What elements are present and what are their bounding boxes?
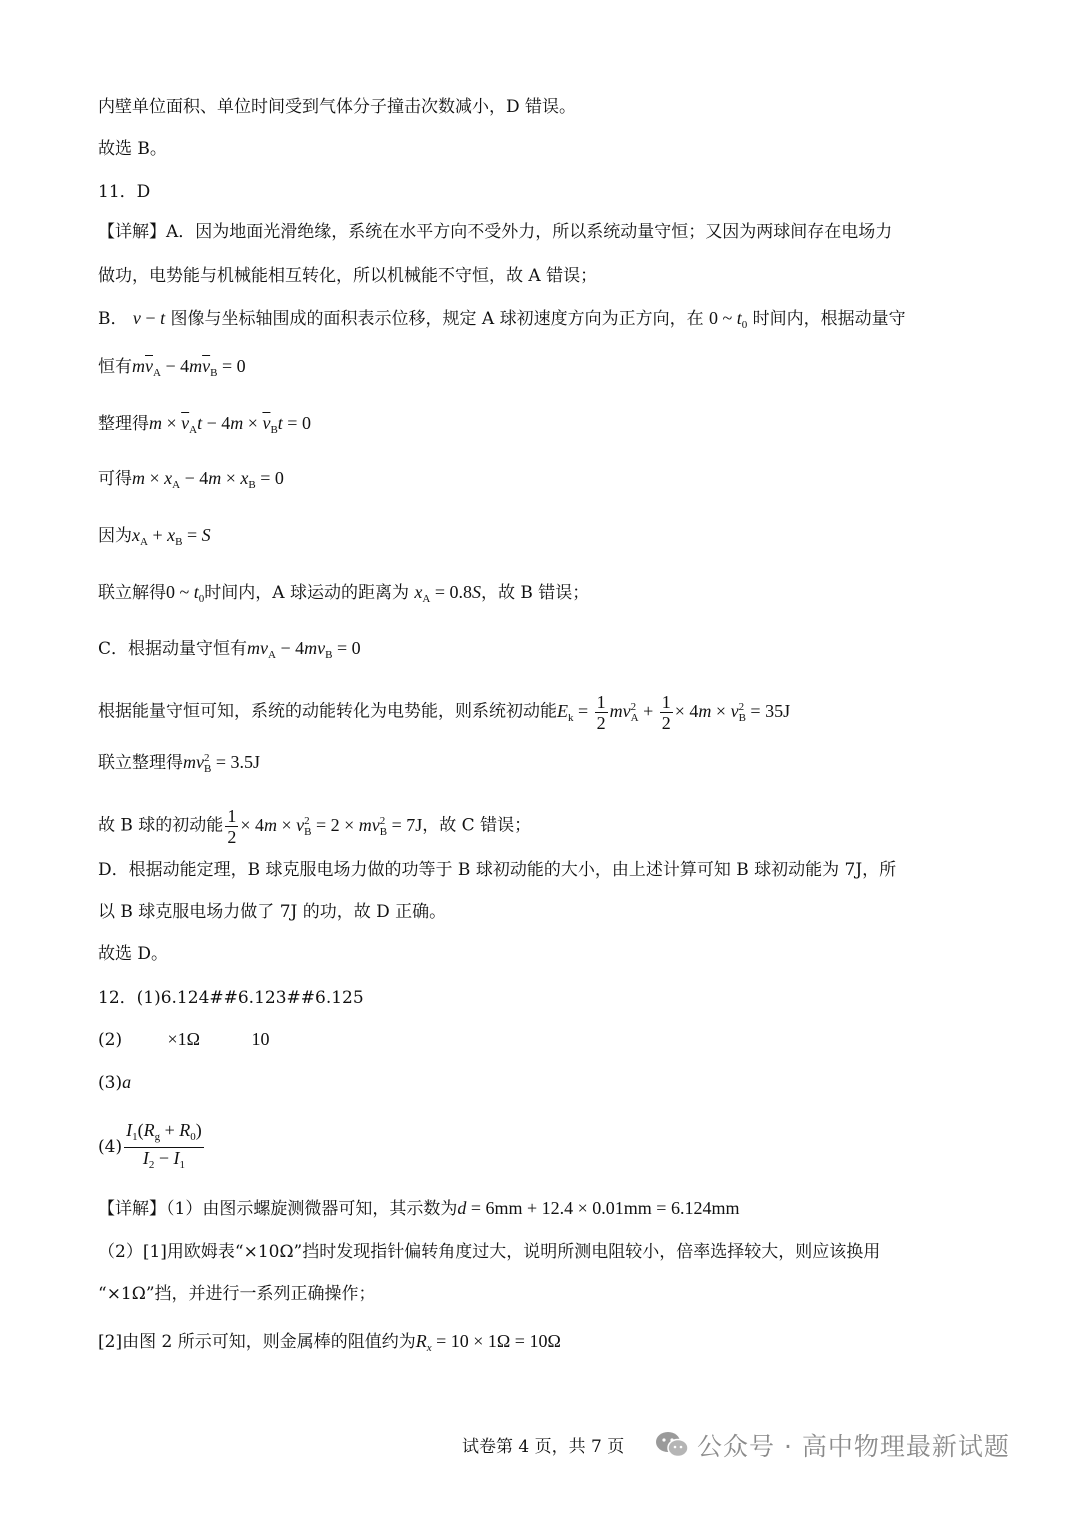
momentum-time-equation: $m \times \overline{v}_At - 4m \times \overline{v}_Bt = 0$ bbox=[149, 413, 311, 436]
option-d-line-2: 以 B 球克服电场力做了 7J 的功，故 D 正确。 bbox=[98, 902, 447, 922]
sum-equation: $x_A + x_B = S$ bbox=[132, 525, 211, 548]
vt-graph-math: v − t bbox=[132, 308, 166, 328]
option-b-prefix-3: 整理得 bbox=[98, 414, 149, 434]
option-d-line-1: D．根据动能定理，B 球克服电场力做的功等于 B 球初动能的大小，由上述计算可知 B 球初动能为 7J，所 bbox=[98, 860, 897, 880]
solution-line-3 bbox=[98, 1329, 561, 1360]
option-c-prefix-4: 故 B 球的初动能 bbox=[98, 815, 224, 836]
part-2-value-2: 10 bbox=[251, 1029, 270, 1049]
option-b-line-6 bbox=[98, 580, 589, 611]
option-c-line-1 bbox=[98, 636, 361, 667]
option-c-line-2 bbox=[98, 692, 790, 733]
detail-tag: 【详解】 bbox=[98, 222, 166, 242]
b-kinetic-energy-equation: $\frac{1}{2}$ × 4m × v2 B = 2 × mv2 B = 7J bbox=[227, 806, 423, 847]
resistance-formula: $\frac{I_1(R_g + R_0)}{I_2 - I_1}$ bbox=[126, 1120, 202, 1171]
option-b-text-6a: 联立解得 bbox=[98, 583, 166, 603]
part-2-value-1: ×1Ω bbox=[167, 1029, 201, 1049]
kinetic-energy-equation: $E_k$ = $\frac{1}{2}$ mv2 A + $\frac{1}{2}$ × 4m × v2 B = 35J bbox=[557, 692, 791, 733]
option-a-continuation: 做功，电势能与机械能相互转化，所以机械能不守恒，故 A 错误； bbox=[98, 266, 598, 286]
watermark-text: 公众号 · 高中物理最新试题 bbox=[697, 1432, 1010, 1461]
question-11-answer: 11．D bbox=[98, 182, 151, 202]
option-b-line-2 bbox=[98, 354, 246, 385]
option-b-text-6c: ，故 B 错误； bbox=[480, 583, 590, 603]
solution-line-1 bbox=[98, 1196, 739, 1221]
distance-result: $x_A = 0.8S$ bbox=[414, 582, 481, 605]
option-b-text-2: 时间内，根据动量守 bbox=[752, 309, 906, 329]
mvb-squared-result: mv2 B = 3.5J bbox=[183, 751, 260, 775]
option-b-prefix-2: 恒有 bbox=[98, 357, 132, 377]
option-b-line-4 bbox=[98, 466, 284, 497]
option-c-line-4 bbox=[98, 806, 531, 847]
option-a-text: A．因为地面光滑绝缘，系统在水平方向不受外力，所以系统动量守恒；又因为两球间存在电场力 bbox=[166, 222, 893, 242]
solution-line-2a: （2）[1]用欧姆表“×10Ω”挡时发现指针偏转角度过大，说明所测电阻较小，倍率选择较大，则应该换用 bbox=[98, 1242, 881, 1262]
question-12-part-2 bbox=[98, 1027, 269, 1052]
time-range-math-2: 0 ~ $t_0$ bbox=[166, 582, 205, 605]
option-b-prefix-4: 可得 bbox=[98, 469, 132, 489]
option-c-line-3 bbox=[98, 750, 260, 775]
option-c-prefix-2: 根据能量守恒可知，系统的动能转化为电势能，则系统初动能 bbox=[98, 701, 557, 722]
page-footer: 试卷第 4 页，共 7 页 bbox=[462, 1437, 625, 1457]
option-b-line-5 bbox=[98, 523, 211, 554]
option-b-prefix-5: 因为 bbox=[98, 526, 132, 546]
momentum-equation: $mv_A - 4mv_B = 0$ bbox=[247, 638, 361, 661]
time-range-math: 0 ~ $t_0$ bbox=[708, 308, 748, 331]
text-line-2: 故选 B。 bbox=[98, 139, 167, 159]
choose-d: 故选 D。 bbox=[98, 944, 169, 964]
text-line-1: 内壁单位面积、单位时间受到气体分子撞击次数减小，D 错误。 bbox=[98, 97, 577, 117]
option-b-text-6b: 时间内，A 球运动的距离为 bbox=[204, 583, 409, 603]
option-c-prefix-1: C．根据动量守恒有 bbox=[98, 639, 248, 659]
part-3-label: (3) bbox=[98, 1073, 123, 1093]
option-c-suffix-4: ，故 C 错误； bbox=[422, 815, 532, 836]
solution-1-text: （1）由图示螺旋测微器可知，其示数为 bbox=[166, 1199, 458, 1219]
question-12-part-3 bbox=[98, 1070, 131, 1095]
displacement-equation: $m \times x_A - 4m \times x_B = 0$ bbox=[132, 468, 284, 491]
detail-tag-2: 【详解】 bbox=[98, 1199, 166, 1219]
option-c-prefix-3: 联立整理得 bbox=[98, 753, 183, 773]
question-12-part-4 bbox=[98, 1120, 206, 1175]
solution-line-2b: “×1Ω”挡，并进行一系列正确操作； bbox=[98, 1284, 376, 1304]
part-2-label: (2) bbox=[98, 1030, 123, 1050]
resistance-result: $R_x = 10 \times 1\Omega = 10\Omega$ bbox=[415, 1331, 561, 1354]
q11-option-a-line bbox=[98, 220, 892, 244]
momentum-avg-equation: $m\overline{v}_A - 4m\overline{v}_B = 0$ bbox=[132, 356, 246, 379]
part-4-label: (4) bbox=[98, 1137, 123, 1157]
wechat-icon bbox=[655, 1430, 689, 1460]
option-b-label: B． bbox=[98, 309, 128, 329]
option-b-line-1 bbox=[98, 306, 906, 337]
part-3-value: a bbox=[122, 1072, 132, 1092]
question-12-part-1: 12．(1)6.124##6.123##6.125 bbox=[98, 988, 364, 1008]
solution-3-text: [2]由图 2 所示可知，则金属棒的阻值约为 bbox=[98, 1332, 416, 1352]
micrometer-reading: d = 6mm + 12.4 × 0.01mm = 6.124mm bbox=[457, 1198, 740, 1218]
option-b-line-3 bbox=[98, 411, 311, 442]
watermark bbox=[655, 1426, 1010, 1464]
option-b-text-1: 图像与坐标轴围成的面积表示位移，规定 A 球初速度方向为正方向，在 bbox=[170, 309, 704, 329]
